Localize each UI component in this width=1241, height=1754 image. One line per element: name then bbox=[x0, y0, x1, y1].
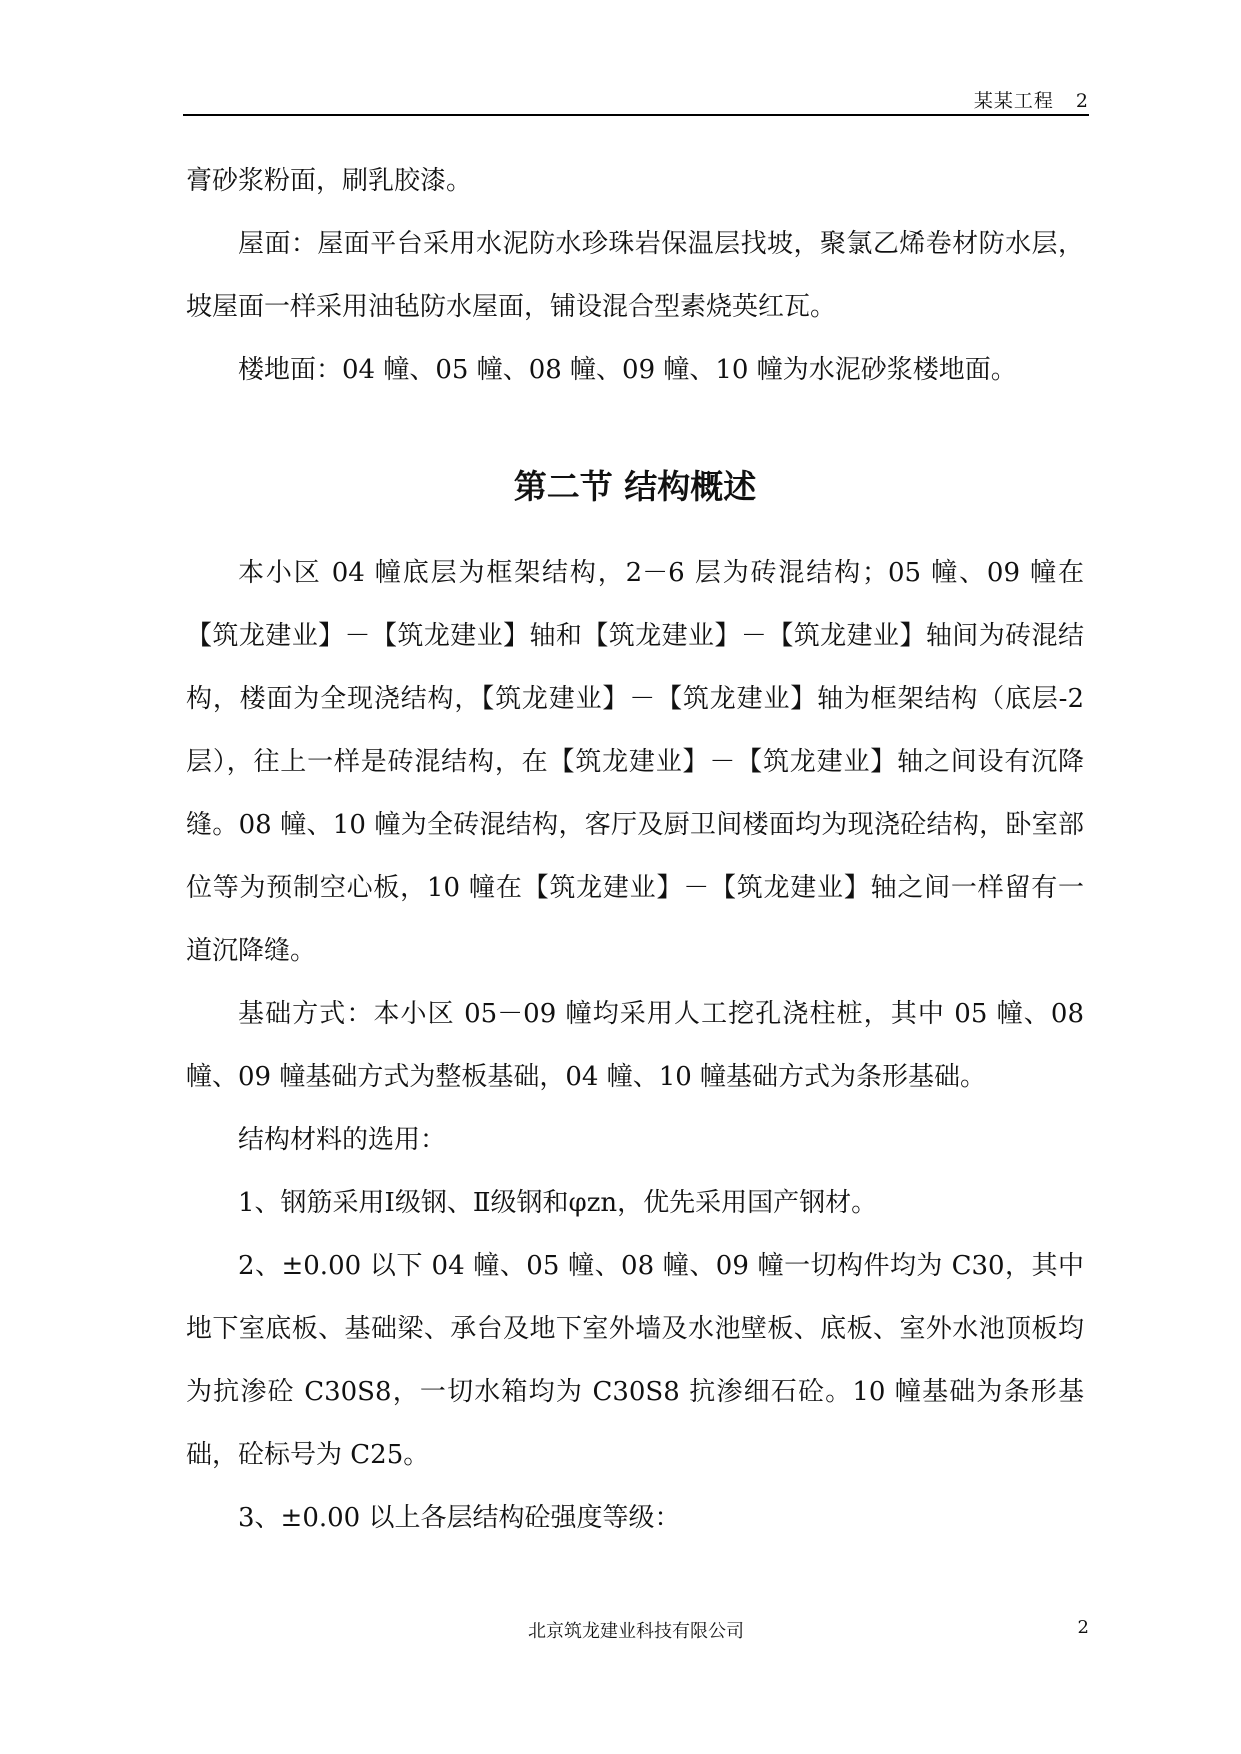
footer-company: 北京筑龙建业科技有限公司 bbox=[528, 1621, 744, 1642]
section-title: 第二节 结构概述 bbox=[513, 467, 757, 506]
header-rule bbox=[183, 114, 1089, 116]
paragraph: 楼地面：04 幢、05 幢、08 幢、09 幢、10 幢为水泥砂浆楼地面。 bbox=[238, 355, 1017, 385]
paragraph: 膏砂浆粉面，刷乳胶漆。 bbox=[186, 166, 473, 196]
page-header bbox=[183, 86, 1089, 116]
paragraph: 2、±0.00 以下 04 幢、05 幢、08 幢、09 幢一切构件均为 C30，其中地下室底板、基础梁、承台及地下室外墙及水池壁板、底板、室外水池顶板均为抗渗砼 C30S8，一切水箱均为 C30S8 抗渗细石砼。10 幢基础为条形基础，砼标号为 C25。 bbox=[186, 1251, 1084, 1470]
paragraph: 3、±0.00 以上各层结构砼强度等级： bbox=[238, 1503, 681, 1533]
document-body bbox=[186, 150, 1084, 1550]
paragraph: 结构材料的选用： bbox=[238, 1125, 447, 1155]
header-page-number: 2 bbox=[1075, 90, 1089, 112]
header-text bbox=[974, 86, 1089, 113]
header-title: 某某工程 bbox=[973, 90, 1054, 112]
paragraph: 1、钢筋采用Ⅰ级钢、Ⅱ级钢和φzn，优先采用国产钢材。 bbox=[238, 1188, 878, 1218]
footer-page-number: 2 bbox=[1077, 1617, 1089, 1638]
paragraph: 屋面：屋面平台采用水泥防水珍珠岩保温层找坡，聚氯乙烯卷材防水层，坡屋面一样采用油毡防水屋面，铺设混合型素烧英红瓦。 bbox=[186, 229, 1084, 322]
paragraph: 基础方式：本小区 05－09 幢均采用人工挖孔浇柱桩，其中 05 幢、08 幢、09 幢基础方式为整板基础，04 幢、10 幢基础方式为条形基础。 bbox=[186, 999, 1084, 1092]
paragraph: 本小区 04 幢底层为框架结构，2－6 层为砖混结构；05 幢、09 幢在【筑龙建业】－【筑龙建业】轴和【筑龙建业】－【筑龙建业】轴间为砖混结构，楼面为全现浇结构，【筑龙建业】－【筑龙建业】轴为框架结构（底层-2 层），往上一样是砖混结构，在【筑龙建业】－【筑龙建业】轴之间设有沉降缝。08 幢、10 幢为全砖混结构，客厅及厨卫间楼面均为现浇砼结构，卧室部位等为预制空心板，10 幢在【筑龙建业】－【筑龙建业】轴之间一样留有一道沉降缝。 bbox=[186, 558, 1084, 966]
